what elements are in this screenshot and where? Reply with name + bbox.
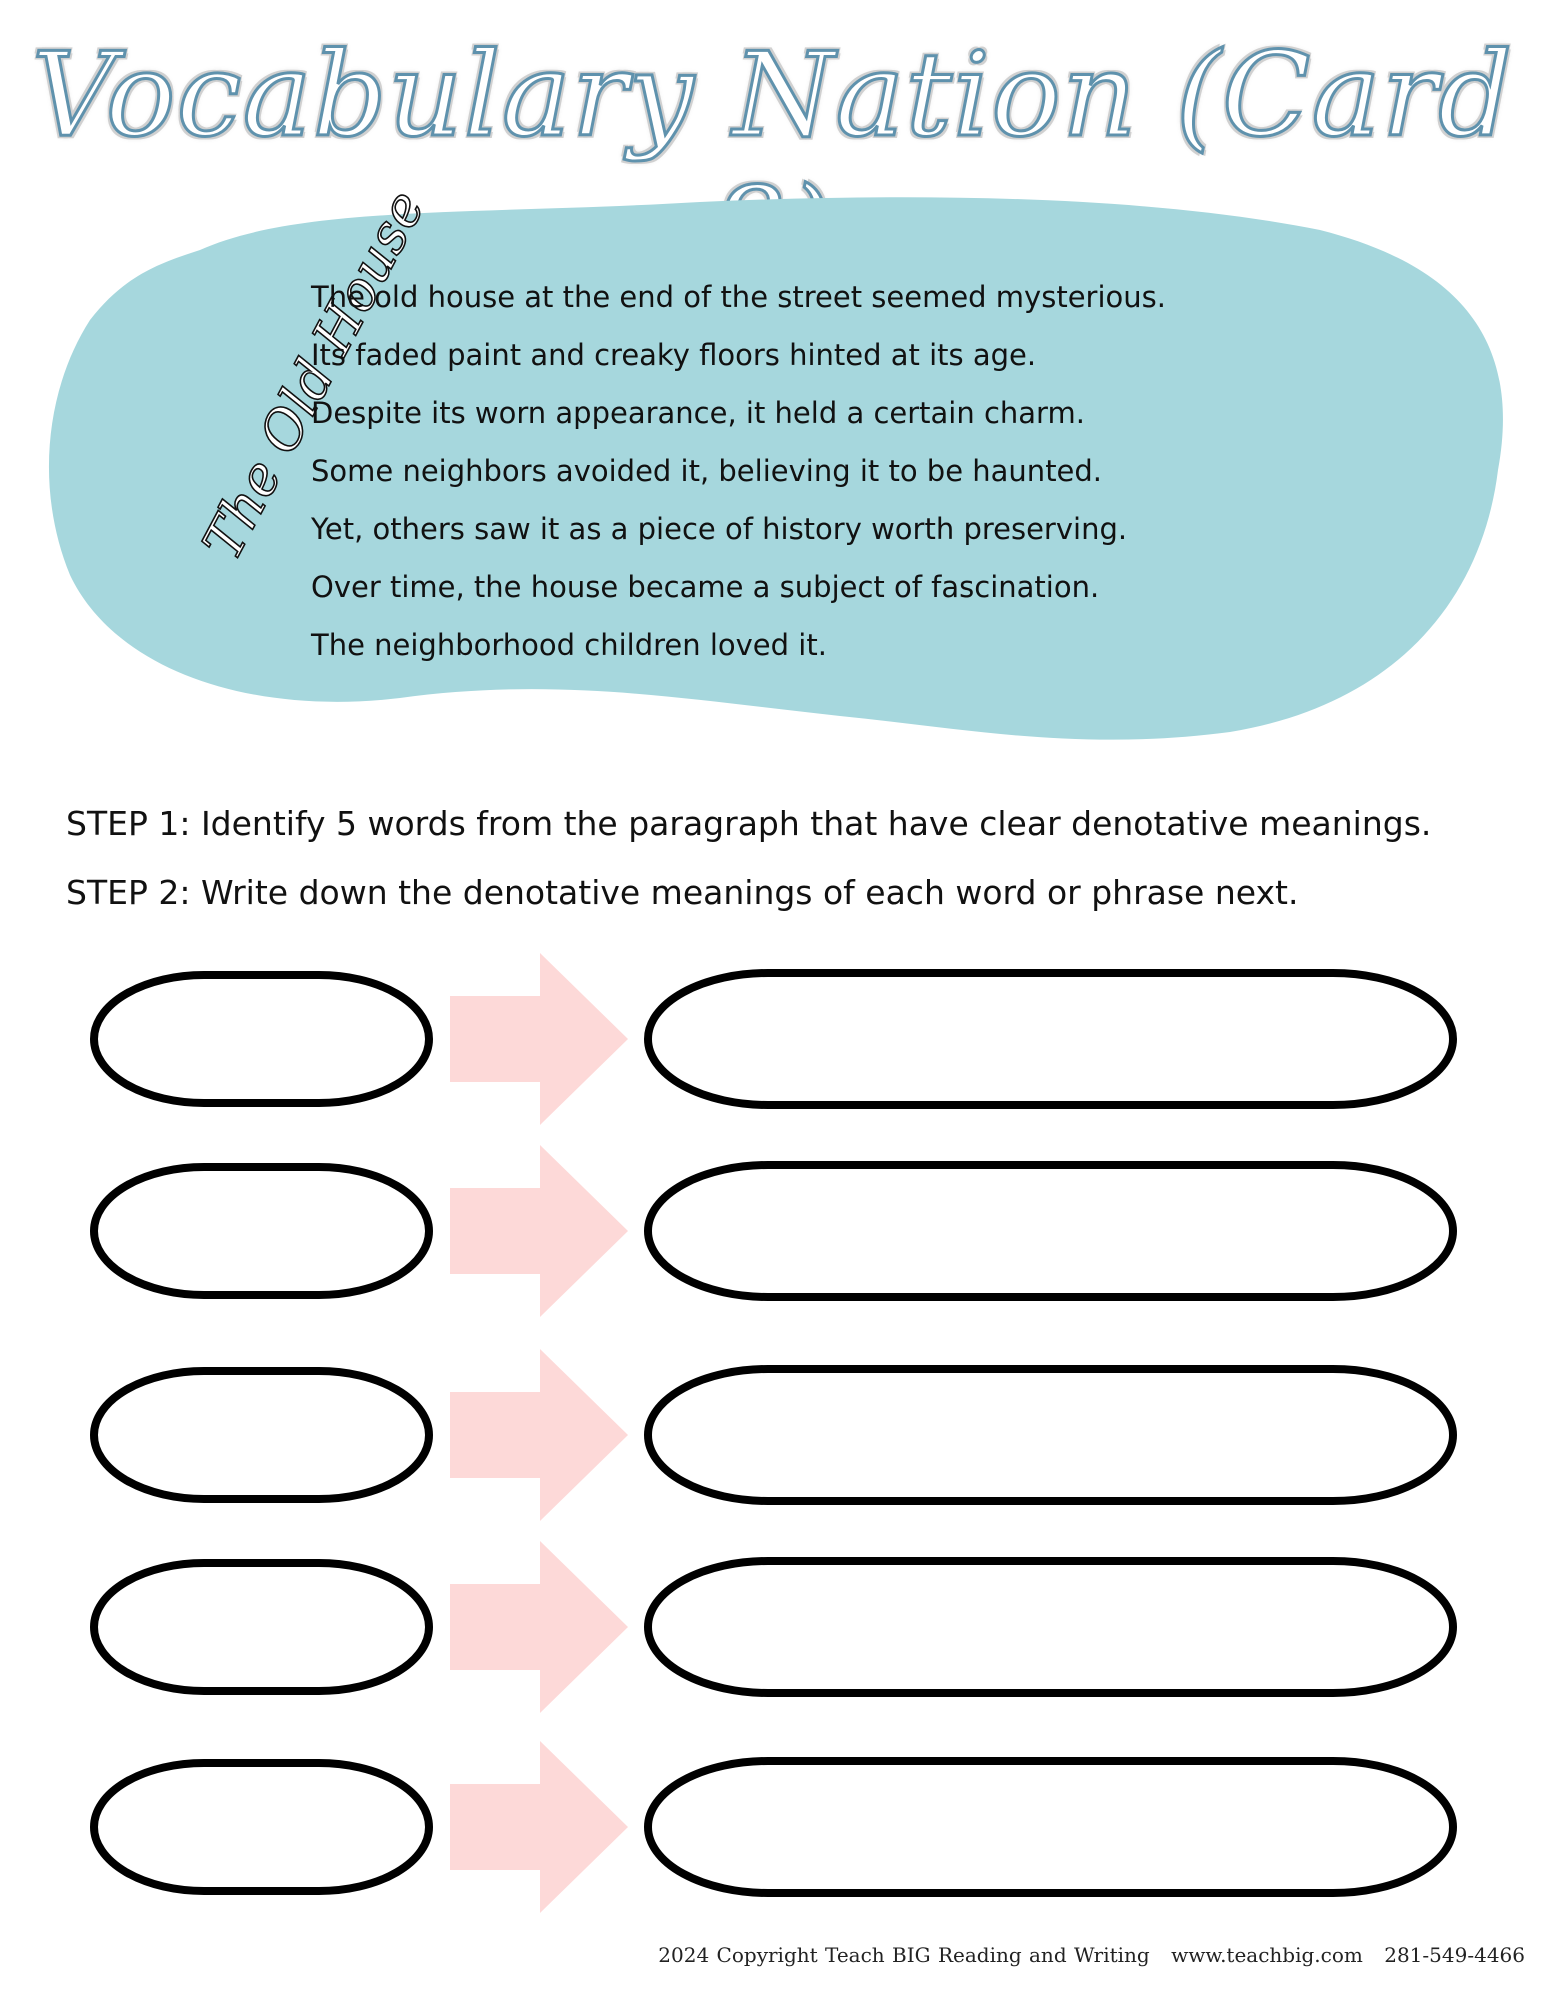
arrow-right-icon	[450, 1741, 628, 1913]
story-title: The Old House	[190, 180, 438, 570]
meaning-input-oval[interactable]	[648, 1165, 1453, 1297]
word-input-oval[interactable]	[94, 1371, 429, 1499]
step-2-instruction: STEP 2: Write down the denotative meanings of each word or phrase next.	[66, 873, 1299, 912]
page-title: Vocabulary Nation (Card	[31, 28, 1514, 163]
passage-sentence: Despite its worn appearance, it held a certain charm.	[311, 396, 1085, 430]
word-input-oval[interactable]	[94, 975, 429, 1103]
step-1-instruction: STEP 1: Identify 5 words from the paragraph that have clear denotative meanings.	[66, 804, 1432, 843]
footer-website: www.teachbig.com	[1171, 1943, 1363, 1967]
arrow-right-icon	[450, 1145, 628, 1317]
organizer-row	[94, 1145, 1453, 1317]
arrow-right-icon	[450, 1541, 628, 1713]
footer-copyright: 2024 Copyright Teach BIG Reading and Writing	[658, 1943, 1150, 1967]
organizer-row	[94, 1741, 1453, 1913]
word-input-oval[interactable]	[94, 1763, 429, 1891]
footer	[644, 1943, 1525, 1967]
passage-sentence: Its faded paint and creaky floors hinted at its age.	[311, 338, 1037, 372]
meaning-input-oval[interactable]	[648, 1561, 1453, 1693]
arrow-right-icon	[450, 1349, 628, 1521]
footer-phone: 281-549-4466	[1384, 1943, 1525, 1967]
passage-sentence: The old house at the end of the street seemed mysterious.	[311, 280, 1166, 314]
passage-sentence: Over time, the house became a subject of fascination.	[311, 570, 1100, 604]
organizer-row	[94, 1541, 1453, 1713]
meaning-input-oval[interactable]	[648, 1369, 1453, 1501]
passage-sentence: Some neighbors avoided it, believing it to be haunted.	[311, 454, 1103, 488]
arrow-right-icon	[450, 953, 628, 1125]
meaning-input-oval[interactable]	[648, 973, 1453, 1105]
organizer-row	[94, 953, 1453, 1125]
passage-sentence: Yet, others saw it as a piece of history worth preserving.	[311, 512, 1128, 546]
word-input-oval[interactable]	[94, 1563, 429, 1691]
word-input-oval[interactable]	[94, 1167, 429, 1295]
meaning-input-oval[interactable]	[648, 1761, 1453, 1893]
organizer-row	[94, 1349, 1453, 1521]
passage-sentence: The neighborhood children loved it.	[311, 628, 827, 662]
